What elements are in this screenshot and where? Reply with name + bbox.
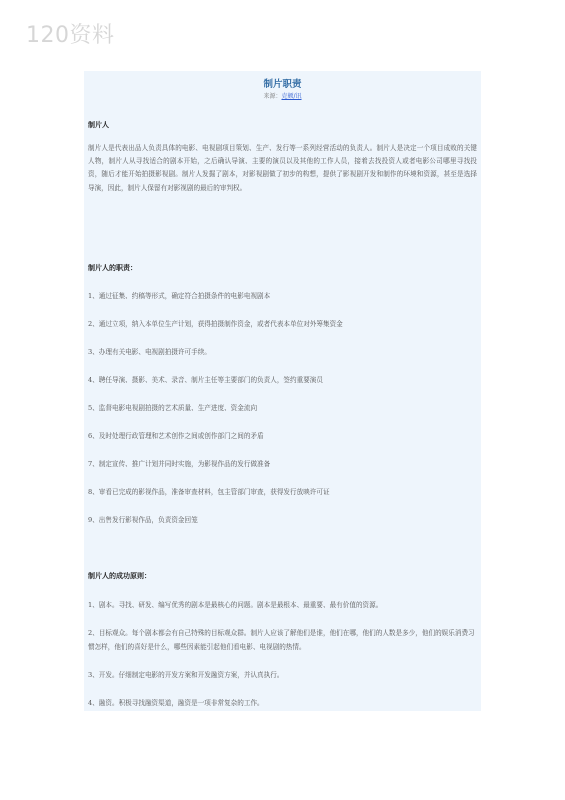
producer-paragraph: 制片人是代表出品人负责具体的电影、电视剧项目策划、生产、发行等一系列经营活动的负责人。制片人是决定一个项目成败的关键人物，制片人从寻找适合的剧本开始，之后确认导演、主要的演员以及其他的工作人员，接着去找投资人或者电影公司哪里寻找投资，随后才能开始拍摄影视剧。制片人发掘了剧本，对影视剧做了初步的构想，提供了影视剧开发和制作的环境和资源，甚至是选择导演，因此，制片人保留有对影视剧的最后的审判权。 [88, 144, 477, 192]
article-title: 制片职责 [263, 79, 302, 90]
section-heading-duties: 制片人的职责： [88, 264, 137, 272]
duty-item: 7、制定宣传、推广计划并同时实施，为影视作品的发行做准备 [88, 460, 271, 468]
duty-item: 2、通过立项，纳入本单位生产计划，获得拍摄制作资金，或者代表本单位对外筹集资金 [88, 320, 343, 328]
principle-item: 3、开发。仔细制定电影的开发方案和开发融资方案，并认真执行。 [88, 671, 284, 679]
article-panel [84, 71, 481, 711]
principle-item: 4、融资。积极寻找融资渠道，融资是一项非常复杂的工作。 [88, 699, 264, 707]
source-link[interactable]: 克顿/讯 [281, 93, 302, 100]
duty-item: 1、通过征集、约稿等形式，确定符合拍摄条件的电影电视剧本 [88, 292, 271, 300]
section-heading-success-principles: 制片人的成功原则： [88, 572, 151, 580]
duty-item: 4、聘任导演、摄影、美术、录音、制片主任等主要部门的负责人，签约重要演员 [88, 376, 323, 384]
duty-item: 3、办理有关电影、电视剧拍摄许可手续。 [88, 348, 211, 356]
section-heading-producer: 制片人 [88, 121, 109, 129]
principle-item: 2、目标观众。每个剧本都会有自己特殊的目标观众群。制片人应该了解他们是谁，他们在哪，他们的人数是多少，他们的娱乐消费习惯怎样，他们的喜好是什么，哪些因素能引起他们看电影、电视剧的热情。 [88, 629, 475, 651]
watermark-logo: 120资料 [26, 23, 115, 48]
source-label: 来源： [263, 93, 282, 100]
duty-item: 8、审看已完成的影视作品，准备审查材料，包主管部门审查，获得发行放映许可证 [88, 488, 330, 496]
duty-item: 6、及时处理行政管理和艺术创作之间或创作部门之间的矛盾 [88, 432, 264, 440]
duty-item: 5、监督电影电视剧拍摄的艺术质量、生产进度、资金流向 [88, 404, 258, 412]
article-source [84, 91, 481, 100]
duty-item: 9、出售发行影视作品，负责资金回笼 [88, 516, 198, 524]
principle-item: 1、剧本。寻找、研发、编写优秀的剧本是最核心的问题。剧本是最根本、最重要、最有价值的资源。 [88, 601, 383, 609]
